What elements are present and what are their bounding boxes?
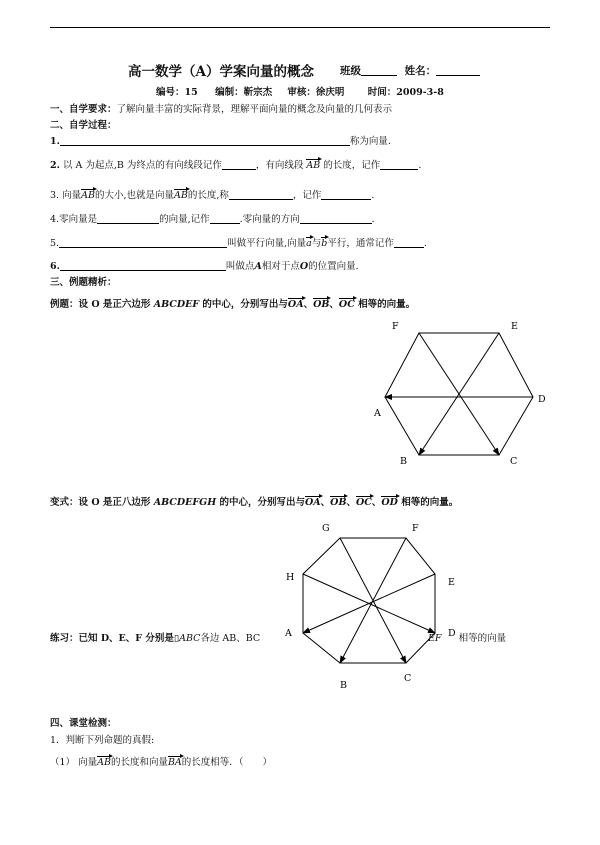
octagon-figure bbox=[278, 515, 468, 695]
item-3-a: 向量 bbox=[62, 190, 82, 201]
vector-oc: OC bbox=[338, 299, 355, 310]
time-value: 2009-3-8 bbox=[396, 87, 444, 98]
vector-ab: AB bbox=[81, 190, 95, 201]
label-b: B bbox=[400, 456, 407, 467]
item-3-c: 的长度,称 bbox=[187, 190, 229, 201]
item-6-a: 叫做点 bbox=[225, 261, 255, 272]
item-3-blank1[interactable] bbox=[229, 188, 293, 200]
fragment-ef: EF bbox=[428, 633, 442, 644]
practice-line bbox=[50, 630, 260, 644]
name-blank[interactable] bbox=[436, 64, 480, 76]
separator: 、 bbox=[320, 497, 331, 508]
vector-ab: AB bbox=[306, 160, 321, 171]
vector-ob: OB bbox=[313, 299, 330, 310]
item-6-blank[interactable] bbox=[60, 259, 226, 271]
editor-label: 编制 bbox=[215, 87, 235, 98]
reviewer-label: 审核： bbox=[287, 87, 316, 98]
label-b: B bbox=[340, 680, 347, 691]
label-e: E bbox=[448, 577, 455, 588]
label-a: A bbox=[374, 408, 381, 419]
item-3-b: 的大小,也就是向量 bbox=[94, 190, 174, 201]
item-4-b: 的向量,记作 bbox=[159, 214, 210, 225]
item-4-blank2[interactable] bbox=[210, 212, 240, 224]
item-5-b: 与 bbox=[311, 238, 322, 249]
vector-ab: AB bbox=[97, 757, 111, 768]
vector-ob: OB bbox=[330, 497, 347, 508]
reviewer-value: 徐庆明 bbox=[315, 87, 345, 98]
variant-c: 相等的向量。 bbox=[401, 497, 459, 508]
item-4-end: . bbox=[371, 214, 375, 225]
separator: 、 bbox=[371, 497, 382, 508]
page-title: 高一数学（A）学案向量的概念 bbox=[128, 64, 314, 80]
vector-od: OD bbox=[381, 497, 398, 508]
top-rule bbox=[50, 27, 550, 28]
separator: 、 bbox=[303, 299, 314, 310]
section3-heading: 三、例题精析： bbox=[50, 277, 117, 288]
example-b: 的中心，分别写出与 bbox=[202, 299, 288, 310]
item-1-blank[interactable] bbox=[60, 134, 350, 146]
item-5-blank2[interactable] bbox=[394, 236, 424, 248]
item-4 bbox=[50, 211, 375, 225]
item-5 bbox=[50, 235, 427, 249]
triangle-name: ABC bbox=[179, 633, 201, 644]
name-label: 姓名： bbox=[404, 65, 437, 77]
item-2-c: 的长度，记作 bbox=[323, 160, 381, 171]
point-o: O bbox=[299, 261, 309, 272]
practice-label: 练习： bbox=[50, 633, 79, 644]
label-h: H bbox=[286, 572, 295, 583]
question-1 bbox=[50, 754, 272, 768]
item-2-b: ，有向线段 bbox=[255, 160, 304, 171]
item-4-blank3[interactable] bbox=[300, 212, 372, 224]
label-a: A bbox=[285, 628, 292, 639]
item-2-blank1[interactable] bbox=[222, 158, 256, 170]
item-5-blank1[interactable] bbox=[59, 236, 227, 248]
item-2-end: . bbox=[418, 160, 422, 171]
label-d: D bbox=[538, 394, 546, 405]
hexagon-figure bbox=[370, 318, 560, 478]
item-5-end: . bbox=[423, 238, 427, 249]
example-c: 相等的向量。 bbox=[358, 299, 416, 310]
octagon-name: ABCDEFGH bbox=[153, 497, 217, 508]
vector-oa: OA bbox=[305, 497, 321, 508]
example-a: 设 O 是正六边形 bbox=[78, 299, 151, 310]
class-blank[interactable] bbox=[361, 64, 397, 76]
variant-a: 设 O 是正八边形 bbox=[78, 497, 151, 508]
time-label: 时间： bbox=[367, 87, 397, 98]
item-2-num: 2. bbox=[50, 160, 60, 171]
meta-line bbox=[156, 84, 444, 98]
item-3-num: 3. bbox=[50, 190, 60, 201]
question-1-a: 向量 bbox=[78, 757, 98, 768]
item-1 bbox=[50, 133, 391, 147]
variant-line bbox=[50, 494, 458, 508]
item-3-d: ，记作 bbox=[292, 190, 322, 201]
vector-oa: OA bbox=[287, 299, 304, 310]
separator: 、 bbox=[346, 497, 356, 508]
section2-heading: 二、自学过程： bbox=[50, 120, 117, 131]
vector-ab: AB bbox=[174, 190, 188, 201]
item-6-b: 相对于点 bbox=[261, 261, 300, 272]
number-value: 15 bbox=[184, 87, 198, 98]
item-4-blank1[interactable] bbox=[97, 212, 159, 224]
item-4-a: 零向量是 bbox=[59, 214, 98, 225]
item-1-num: 1. bbox=[50, 136, 60, 147]
vector-ba: BA bbox=[167, 757, 182, 768]
example-label: 例题： bbox=[50, 299, 79, 310]
item-3-blank2[interactable] bbox=[321, 188, 371, 200]
question-1-num: （1） bbox=[50, 757, 76, 768]
item-2-blank2[interactable] bbox=[380, 158, 418, 170]
label-f: F bbox=[392, 321, 399, 332]
label-c: C bbox=[404, 673, 412, 684]
hexagon-name: ABCDEF bbox=[153, 299, 200, 310]
practice-b: 各边 AB、BC bbox=[200, 633, 261, 644]
item-6 bbox=[50, 258, 359, 272]
item-1-tail: 称为向量. bbox=[349, 136, 391, 147]
vector-b: b bbox=[321, 238, 328, 249]
variant-b: 的中心，分别写出与 bbox=[219, 497, 305, 508]
label-e: E bbox=[511, 321, 518, 332]
item-4-c: .零向量的方向 bbox=[239, 214, 300, 225]
question-1-c: 的长度相等．（ ） bbox=[181, 757, 273, 768]
section4-heading: 四、课堂检测： bbox=[50, 718, 117, 729]
label-c: C bbox=[510, 456, 518, 467]
practice-c: 相等的向量 bbox=[458, 633, 507, 644]
octagon-outline bbox=[303, 538, 435, 663]
point-a: A bbox=[254, 261, 262, 272]
item-5-num: 5. bbox=[50, 238, 60, 249]
item-6-num: 6. bbox=[50, 261, 60, 272]
item-6-c: 的位置向量. bbox=[308, 261, 359, 272]
section1-heading: 一、自学要求： bbox=[50, 104, 117, 115]
triangle-symbol: ▯ bbox=[173, 633, 180, 644]
item-2-a: 以 A 为起点,B 为终点的有向线段记作 bbox=[62, 160, 222, 171]
example-line bbox=[50, 296, 415, 310]
separator: 、 bbox=[329, 299, 339, 310]
number-label: 编号： bbox=[156, 87, 185, 98]
section1 bbox=[50, 101, 392, 115]
practice-a: 已知 D、E、F 分别是 bbox=[78, 633, 174, 644]
vector-a: a bbox=[306, 238, 312, 249]
label-d: D bbox=[448, 628, 456, 639]
practice-tail bbox=[428, 630, 506, 644]
class-field bbox=[340, 63, 480, 78]
editor-value: ：靳宗杰 bbox=[234, 87, 273, 98]
item-3-end: . bbox=[371, 190, 375, 201]
vector-oc: OC bbox=[356, 497, 372, 508]
class-label: 班级 bbox=[340, 65, 361, 77]
label-f: F bbox=[412, 523, 419, 534]
item-5-c: 平行，通常记作 bbox=[327, 238, 394, 249]
item-4-num: 4. bbox=[50, 214, 60, 225]
section4-item1: 1．判断下列命题的真假: bbox=[50, 735, 155, 746]
section1-text: 了解向量丰富的实际背景，理解平面向量的概念及向量的几何表示 bbox=[116, 104, 393, 115]
variant-label: 变式： bbox=[50, 497, 79, 508]
item-2 bbox=[50, 157, 421, 171]
item-3 bbox=[50, 187, 374, 201]
label-g: G bbox=[322, 523, 330, 534]
question-1-b: 的长度和向量 bbox=[110, 757, 168, 768]
item-5-a: 叫做平行向量,向量 bbox=[227, 238, 307, 249]
